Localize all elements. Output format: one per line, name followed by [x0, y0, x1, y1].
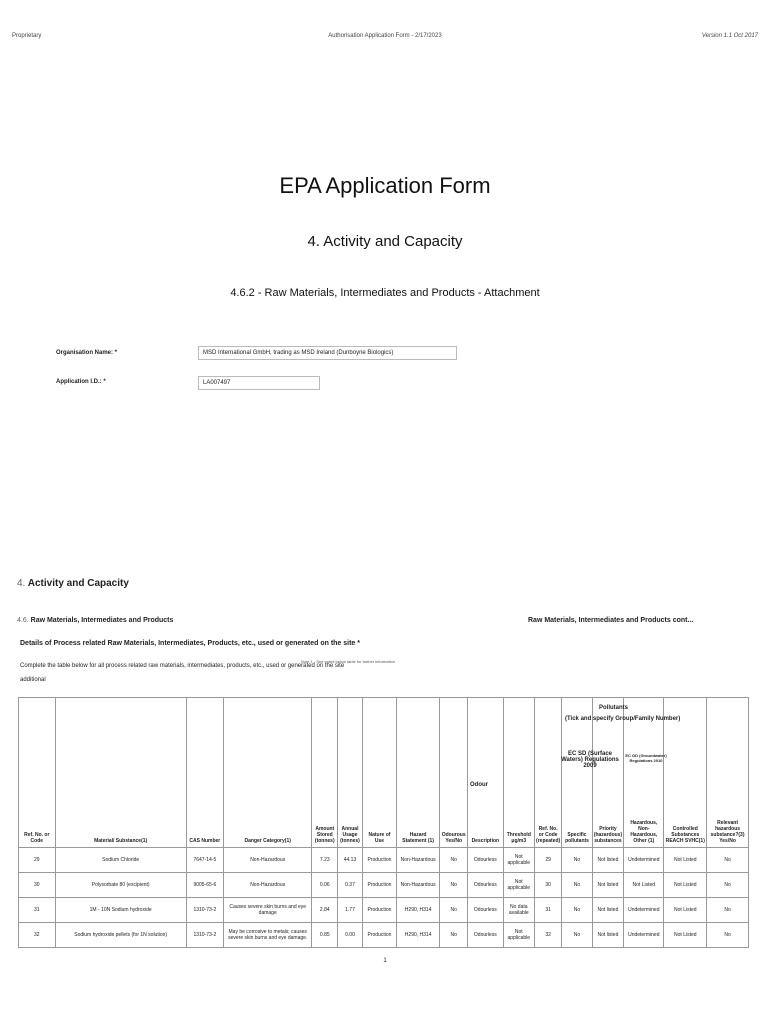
table-cell: No — [562, 923, 593, 948]
table-cell: Odourless — [468, 898, 503, 923]
table-cell: No — [707, 873, 749, 898]
table-cell: 0.37 — [338, 873, 363, 898]
table-cell: Odourless — [468, 848, 503, 873]
table-cell: Not Listed — [664, 898, 707, 923]
header-cell: Hazardous, Non-Hazardous, Other (1) — [624, 698, 664, 848]
org-label: Organisation Name: * — [56, 350, 118, 356]
complete-text: Complete the table below for all process related raw materials, intermediates, products, etc., used or generated on the site — [20, 663, 345, 669]
table-cell: 32 — [535, 923, 562, 948]
table-cell: H290, H314 — [397, 898, 440, 923]
table-cell: 29 — [535, 848, 562, 873]
table-row — [19, 923, 749, 948]
section-4-heading — [17, 578, 129, 589]
subsection-title: 4.6.2 - Raw Materials, Intermediates and Products - Attachment — [230, 287, 540, 299]
table-cell: Not listed — [592, 898, 623, 923]
materials-table — [18, 697, 749, 948]
header-right: Version 1.1 Oct 2017 — [701, 33, 758, 39]
table-cell: 7647-14-5 — [186, 848, 223, 873]
header-cell: Controlled Substances REACH SVHC(1) — [664, 698, 707, 848]
note-text: Note 1 - See notes below table for further information — [301, 659, 396, 664]
table-cell: No — [707, 848, 749, 873]
header-left: Proprietary — [12, 33, 42, 39]
table-cell: No — [440, 873, 468, 898]
ecsd-surface-label: EC SD (Surface Waters) Regulations 2009 — [561, 751, 619, 769]
table-cell: Not applicable — [503, 923, 535, 948]
table-cell: Not Listed — [664, 873, 707, 898]
header-cell: Nature of Use — [362, 698, 396, 848]
table-cell: Odourless — [468, 873, 503, 898]
table-cell: No — [440, 923, 468, 948]
ecgd-groundwater-label: EC GD (Groundwater) Regulations 2010 — [625, 753, 667, 763]
table-cell: 1M - 10N Sodium hydroxide — [55, 898, 186, 923]
table-cell: H290, H314 — [397, 923, 440, 948]
header-cell: CAS Number — [186, 698, 223, 848]
table-cell: 2.84 — [312, 898, 338, 923]
table-cell: No — [440, 898, 468, 923]
header-cell: Ref. No. or Code — [19, 698, 56, 848]
odour-label: Odour — [470, 782, 488, 788]
table-cell: Causes severe skin burns and eye damage — [223, 898, 311, 923]
table-cell: Not listed — [592, 848, 623, 873]
table-cell: Not applicable — [503, 873, 535, 898]
page-number: 1 — [383, 958, 387, 964]
table-cell: Not listed — [592, 873, 623, 898]
header-cell: Priority (hazardous) substances — [592, 698, 623, 848]
table-cell: 7.23 — [312, 848, 338, 873]
table-cell: Not Listed — [664, 848, 707, 873]
table-cell: Not applicable — [503, 848, 535, 873]
header-cell: Material/ Substance(1) — [55, 698, 186, 848]
header-cell: Hazard Statement (1) — [397, 698, 440, 848]
page-title: EPA Application Form — [279, 173, 491, 198]
app-id-label: Application I.D.: * — [56, 379, 106, 385]
table-cell: No — [707, 923, 749, 948]
table-cell: 30 — [535, 873, 562, 898]
table-cell: Non-Hazardous — [397, 873, 440, 898]
table-cell: No — [440, 848, 468, 873]
pollutants-label: Pollutants — [599, 705, 629, 711]
table-cell: Non-Hazardous — [223, 848, 311, 873]
table-cell: Not listed — [592, 923, 623, 948]
table-row — [19, 848, 749, 873]
table-cell: 29 — [19, 848, 56, 873]
table-cell: Non-Hazardous — [397, 848, 440, 873]
header-cell: Ref. No. or Code (repeated) — [535, 698, 562, 848]
header-center: Authorisation Application Form - 2/17/2023 — [328, 33, 442, 39]
table-cell: Undetermined — [624, 898, 664, 923]
org-field[interactable]: MSD International GmbH, trading as MSD Ireland (Dunboyne Biologics) — [198, 346, 457, 360]
header-cell: Description — [468, 698, 503, 848]
table-cell: No — [562, 898, 593, 923]
section-46-number: 4.6. — [17, 617, 29, 624]
table-cell: 1310-73-2 — [186, 923, 223, 948]
table-cell: 44.13 — [338, 848, 363, 873]
table-cell: Sodium Chloride — [55, 848, 186, 873]
header-cell: Specific pollutants — [562, 698, 593, 848]
header-cell: Danger Category(1) — [223, 698, 311, 848]
tick-specify-label: (Tick and specify Group/Family Number) — [565, 716, 681, 722]
table-cell: No — [562, 873, 593, 898]
table-cell: Odourless — [468, 923, 503, 948]
header-cell: Relevant hazardous substance?(3) Yes/No — [707, 698, 749, 848]
table-cell: May be corrosive to metals; causes severe skin burns and eye damage. — [223, 923, 311, 948]
table-cell: 1310-73-2 — [186, 898, 223, 923]
table-cell: 9005-65-6 — [186, 873, 223, 898]
header-cell: Annual Usage (tonnes) — [338, 698, 363, 848]
table-cell: No data available — [503, 898, 535, 923]
table-cell: Sodium hydroxide pellets (for 1N solution) — [55, 923, 186, 948]
table-row — [19, 898, 749, 923]
table-cell: No — [562, 848, 593, 873]
table-cell: Production — [362, 923, 396, 948]
section-heading-text: Activity and Capacity — [27, 578, 129, 589]
table-cell: Non-Hazardous — [223, 873, 311, 898]
table-cell: No — [707, 898, 749, 923]
table-cell: 0.85 — [312, 923, 338, 948]
table-cell: 1.77 — [338, 898, 363, 923]
table-cell: 31 — [535, 898, 562, 923]
table-cell: Production — [362, 873, 396, 898]
table-cell: Undetermined — [624, 923, 664, 948]
table-cell: Polysorbate 80 (excipient) — [55, 873, 186, 898]
table-cell: 0.06 — [312, 873, 338, 898]
section-46-heading — [17, 617, 173, 624]
header-cell: Amount Stored (tonnes) — [312, 698, 338, 848]
table-cell: Undetermined — [624, 848, 664, 873]
section-number: 4. — [17, 578, 26, 589]
table-cell: 30 — [19, 873, 56, 898]
app-id-field[interactable]: LA007497 — [198, 376, 320, 390]
table-cell: Production — [362, 898, 396, 923]
section-title: 4. Activity and Capacity — [307, 233, 463, 250]
table-cell: Not Listed — [624, 873, 664, 898]
table-cell: 31 — [19, 898, 56, 923]
additional-text: additional — [20, 677, 46, 683]
table-row — [19, 873, 749, 898]
section-46-text: Raw Materials, Intermediates and Products — [30, 617, 174, 624]
table-cell: 0.00 — [338, 923, 363, 948]
table-cell: Not Listed — [664, 923, 707, 948]
table-cell: Production — [362, 848, 396, 873]
details-heading: Details of Process related Raw Materials, Intermediates, Products, etc., used or generated on the site * — [20, 640, 360, 647]
section-cont: Raw Materials, Intermediates and Products cont... — [528, 617, 694, 624]
header-cell: Odourous Yes/No — [440, 698, 468, 848]
table-cell: 32 — [19, 923, 56, 948]
header-cell: Threshold μg/m3 — [503, 698, 535, 848]
